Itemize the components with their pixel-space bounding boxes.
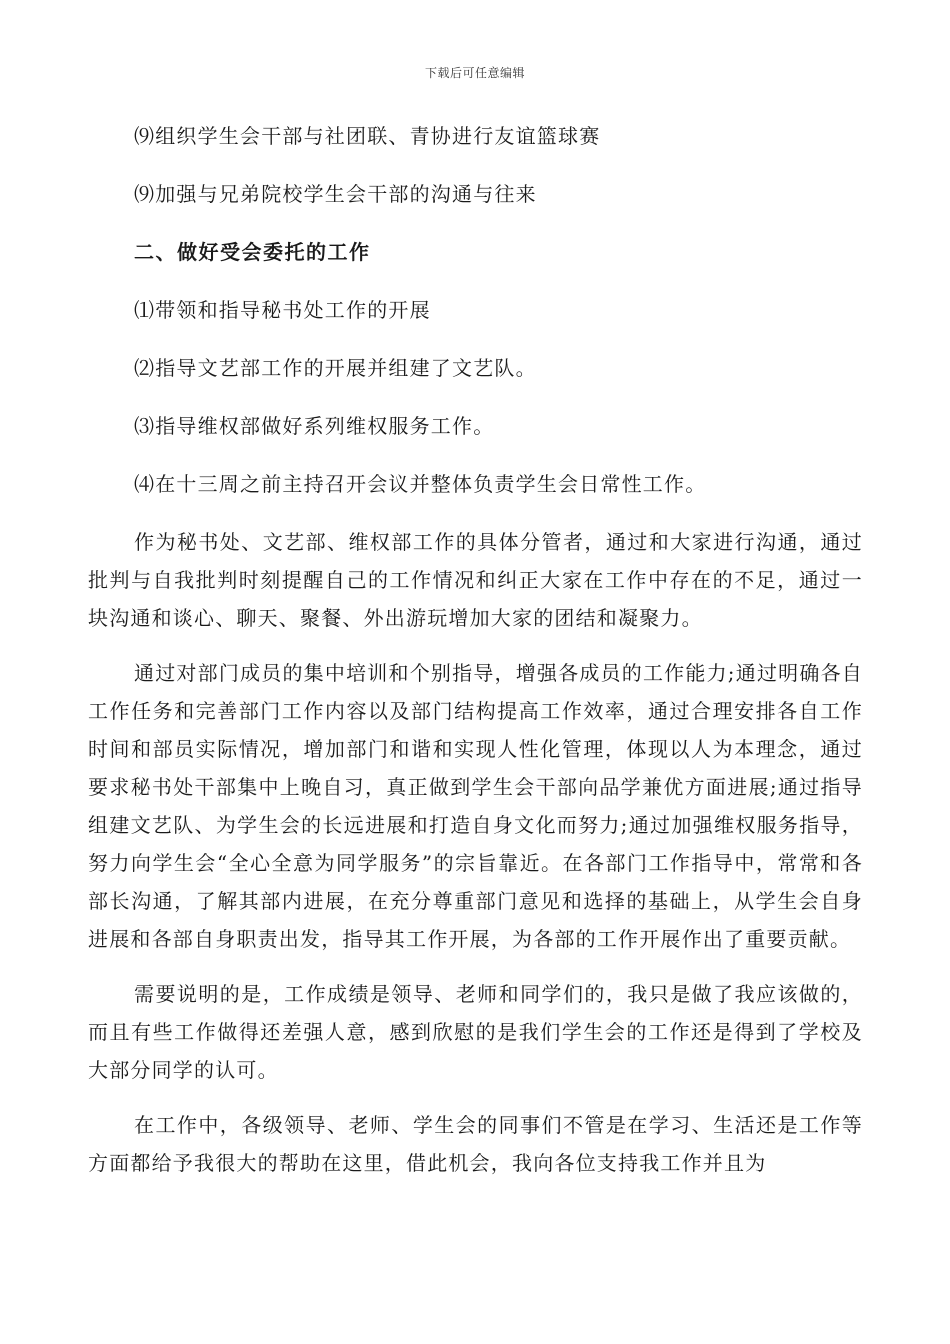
list-item: ⑼组织学生会干部与社团联、青协进行友谊篮球赛 xyxy=(134,124,601,148)
paragraph: 需要说明的是，工作成绩是领导、老师和同学们的，我只是做了我应该做的，而且有些工作做得还差强人意，感到欣慰的是我们学生会的工作还是得到了学校及大部分同学的认可。 xyxy=(88,982,863,1082)
section-heading: 二、做好受会委托的工作 xyxy=(134,240,371,264)
list-item: ⑶指导维权部做好系列维权服务工作。 xyxy=(134,414,495,438)
document-body xyxy=(88,117,863,1199)
paragraph: 作为秘书处、文艺部、维权部工作的具体分管者，通过和大家进行沟通，通过批判与自我批判时刻提醒自己的工作情况和纠正大家在工作中存在的不足，通过一块沟通和谈心、聊天、聚餐、外出游玩增加大家的团结和凝聚力。 xyxy=(88,530,863,630)
list-item: ⑴带领和指导秘书处工作的开展 xyxy=(134,298,431,322)
list-item: ⑵指导文艺部工作的开展并组建了文艺队。 xyxy=(134,356,537,380)
paragraph: 通过对部门成员的集中培训和个别指导，增强各成员的工作能力;通过明确各自工作任务和完善部门工作内容以及部门结构提高工作效率，通过合理安排各自工作时间和部员实际情况，增加部门和谐和实现人性化管理，体现以人为本理念，通过要求秘书处干部集中上晚自习，真正做到学生会干部向品学兼优方面进展;通过指导组建文艺队、为学生会的长远进展和打造自身文化而努力;通过加强维权服务指导，努力向学生会“全心全意为同学服务”的宗旨靠近。在各部门工作指导中，常常和各部长沟通，了解其部内进展，在充分尊重部门意见和选择的基础上，从学生会自身进展和各部自身职责出发，指导其工作开展，为各部的工作开展作出了重要贡献。 xyxy=(88,661,863,951)
list-item: ⑷在十三周之前主持召开会议并整体负责学生会日常性工作。 xyxy=(134,472,707,496)
paragraph: 在工作中，各级领导、老师、学生会的同事们不管是在学习、生活还是工作等方面都给予我很大的帮助在这里，借此机会，我向各位支持我工作并且为 xyxy=(88,1113,863,1175)
list-item: ⑼加强与兄弟院校学生会干部的沟通与往来 xyxy=(134,182,537,206)
page-header: 下载后可任意编辑 xyxy=(424,66,525,80)
